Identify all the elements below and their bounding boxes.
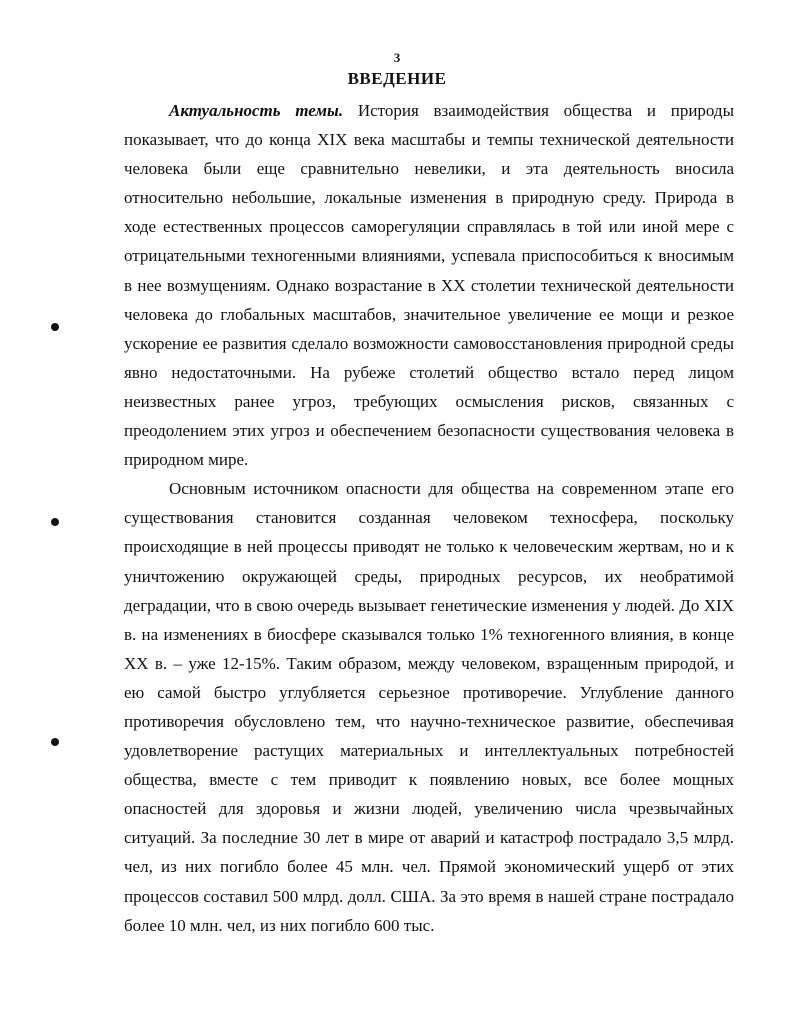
punch-hole-mark	[51, 323, 59, 331]
page-title: ВВЕДЕНИЕ	[347, 69, 447, 88]
page-number: 3	[393, 50, 401, 65]
paragraph-1	[124, 96, 734, 474]
paragraph-1-text: История взаимодействия общества и природы показывает, что до конца XIX века масштабы и темпы технической деятельности человека были еще сравнительно невелики, и эта деятельность вносила относительно небольшие, локальные изменения в природную среду. Природа в ходе естественных процессов саморегуляции справлялась в той или иной мере с отрицательными техногенными влияниями, успевала приспособиться к вносимым в нее возмущениям. Однако возрастание в XX столетии технической деятельности человека до глобальных масштабов, значительное увеличение ее мощи и резкое ускорение ее развития сделало возможности самовосстановления природной среды явно недостаточными. На рубеже столетий общество встало перед лицом неизвестных ранее угроз, требующих осмысления рисков, связанных с преодолением этих угроз и обеспечением безопасности существования человека в природном мире.	[124, 101, 735, 470]
paragraph-2: Основным источником опасности для общества на современном этапе его существования становится созданная человеком техносфера, поскольку происходящие в ней процессы приводят не только к человеческим жертвам, но и к уничтожению окружающей среды, природных ресурсов, их необратимой деградации, что в свою очередь вызывает генетические изменения у людей. До XIX в. на изменениях в биосфере сказывался только 1% техногенного влияния, в конце XX в. – уже 12-15%. Таким образом, между человеком, взращенным природой, и ею самой быстро углубляется серьезное противоречие. Углубление данного противоречия обусловлено тем, что научно-техническое развитие, обеспечивая удовлетворение растущих материальных и интеллектуальных потребностей общества, вместе с тем приводит к появлению новых, все более мощных опасностей для здоровья и жизни людей, увеличению числа чрезвычайных ситуаций. За последние 30 лет в мире от аварий и катастроф пострадало 3,5 млрд. чел, из них погибло более 45 млн. чел. Прямой экономический ущерб от этих процессов составил 500 млрд. долл. США. За это время в нашей стране пострадало более 10 млн. чел, из них погибло 600 тыс.	[124, 479, 734, 935]
punch-hole-mark	[51, 738, 59, 746]
paragraph-lead: Актуальность темы.	[169, 101, 344, 120]
body-text	[124, 96, 734, 940]
punch-hole-mark	[51, 518, 59, 526]
